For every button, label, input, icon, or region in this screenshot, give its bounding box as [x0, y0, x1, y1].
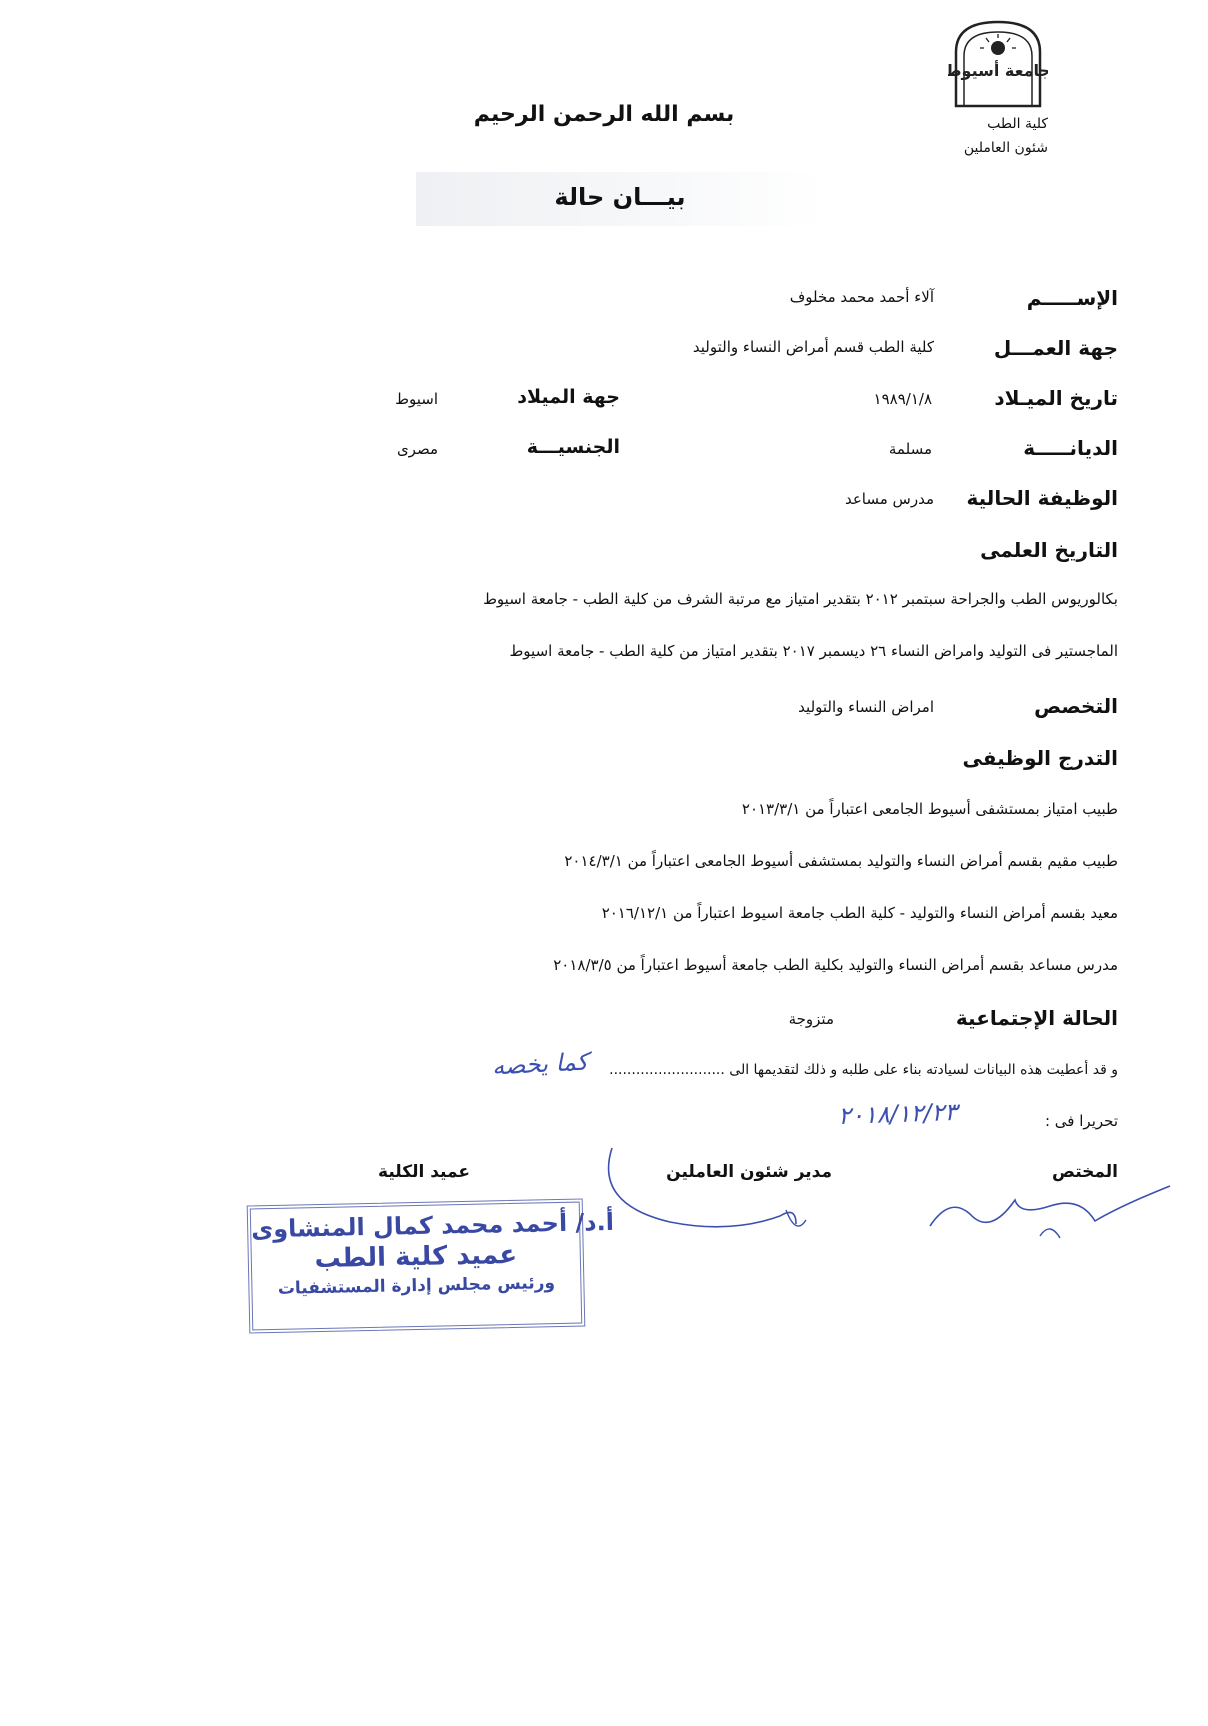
career-line: طبيب مقيم بقسم أمراض النساء والتوليد بمستشفى أسيوط الجامعى اعتباراً من ٢٠١٤/٣/١: [564, 852, 1118, 870]
handwritten-recipient: كما يخصه: [491, 1047, 589, 1081]
career-line: مدرس مساعد بقسم أمراض النساء والتوليد بكلية الطب جامعة أسيوط اعتباراً من ٢٠١٨/٣/٥: [553, 956, 1118, 974]
specialty-value: امراض النساء والتوليد: [798, 698, 934, 716]
specialty-label: التخصص: [1034, 694, 1118, 718]
specialist-signature: [920, 1166, 1180, 1246]
document-title: بيـــان حالة: [554, 183, 686, 211]
position-value: مدرس مساعد: [844, 490, 934, 508]
academic-heading: التاريخ العلمى: [980, 538, 1118, 562]
dean-stamp: [247, 1198, 615, 1333]
logo-text: جامعة أسيوط: [948, 61, 1048, 80]
nationality-value: مصرى: [396, 440, 438, 458]
faculty-name: كلية الطب: [987, 116, 1048, 132]
marital-value: متزوجة: [788, 1010, 834, 1028]
specialist-label: المختص: [1052, 1162, 1118, 1182]
hr-manager-signature: [600, 1144, 840, 1244]
religion-label: الديانـــــة: [1023, 436, 1118, 460]
dean-label: عميد الكلية: [378, 1162, 470, 1182]
academic-line: الماجستير فى التوليد وامراض النساء ٢٦ ديسمبر ٢٠١٧ بتقدير امتياز من كلية الطب - جامعة اسيوط: [509, 642, 1118, 660]
written-at-label: تحريرا فى :: [1044, 1112, 1118, 1130]
name-label: الإســـــم: [1026, 286, 1118, 310]
work-value: كلية الطب قسم أمراض النساء والتوليد: [692, 338, 934, 356]
name-value: آلاء أحمد محمد مخلوف: [789, 288, 934, 306]
basmala: بسم الله الرحمن الرحيم: [473, 102, 735, 127]
academic-line: بكالوريوس الطب والجراحة سبتمبر ٢٠١٢ بتقدير امتياز مع مرتبة الشرف من كلية الطب - جامعة اسيوط: [483, 590, 1118, 608]
handwritten-date: ٢٠١٨/١٢/٢٣: [837, 1097, 958, 1131]
hr-manager-label: مدير شئون العاملين: [666, 1162, 832, 1182]
dob-label: تاريخ الميـلاد: [994, 386, 1118, 410]
statement-text: و قد أعطيت هذه البيانات لسيادته بناء على طلبه و ذلك لتقديمها الى ..........................: [609, 1062, 1118, 1078]
work-label: جهة العمـــل: [993, 336, 1118, 360]
religion-value: مسلمة: [888, 440, 932, 458]
stamp-line: عميد كلية الطب: [314, 1239, 518, 1275]
stamp-line: ورئيس مجلس إدارة المستشفيات: [277, 1273, 556, 1299]
marital-label: الحالة الإجتماعية: [955, 1006, 1118, 1030]
stamp-line: أ.د/ أحمد محمد كمال المنشاوى: [250, 1207, 615, 1244]
dob-value: ١٩٨٩/١/٨: [873, 390, 932, 408]
university-logo: [948, 18, 1048, 108]
career-line: طبيب امتياز بمستشفى أسيوط الجامعى اعتباراً من ٢٠١٣/٣/١: [741, 800, 1118, 818]
birthplace-value: اسيوط: [395, 390, 438, 408]
birthplace-label: جهة الميلاد: [517, 386, 620, 408]
nationality-label: الجنسيـــة: [526, 436, 620, 458]
career-line: معيد بقسم أمراض النساء والتوليد - كلية الطب جامعة اسيوط اعتباراً من ٢٠١٦/١٢/١: [601, 904, 1118, 922]
career-heading: التدرج الوظيفى: [962, 746, 1118, 770]
department-name: شئون العاملين: [963, 140, 1048, 156]
position-label: الوظيفة الحالية: [966, 486, 1118, 510]
